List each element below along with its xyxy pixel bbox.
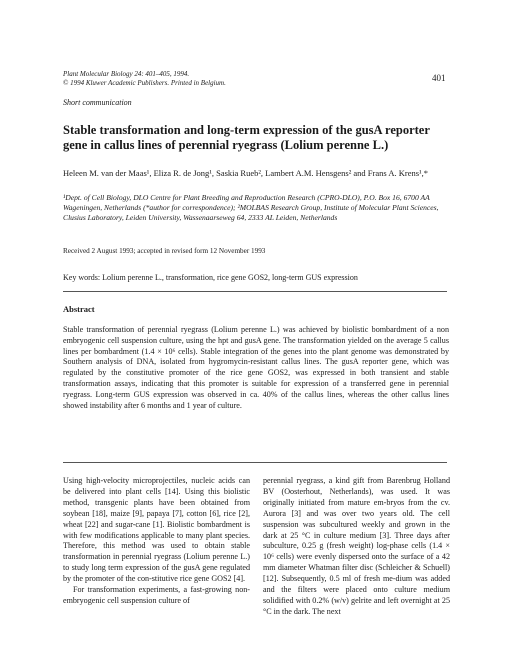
journal-citation xyxy=(63,70,226,88)
body-paragraph: perennial ryegrass, a kind gift from Barenbrug Holland BV (Oosterhout, Netherlands), was used. It was originally initiated from mature em-bryos from the cv. Aurora [3] and was over two years old. The cell suspension was subcultured weekly and grown in the dark at 25 °C in culture medium [3]. Three days after subculture, 0.25 g (fresh weight) log-phase cells (1.4 × 10⁶ cells) were evenly dispersed onto the surface of a 42 mm diameter Whatman filter disc (Schleicher & Schuell) [12]. Subsequently, 0.5 ml of fresh me-dium was added and the filters were placed onto culture medium solidified with 0.2% (w/v) gelrite and left overnight at 25 °C in the dark. The next xyxy=(263,476,450,616)
body-paragraph: Using high-velocity microprojectiles, nucleic acids can be delivered into plant cells [14]. Using this biolistic method, transgenic plants have been obtained from soybean [18], maize [9], papaya [7], cotton [6], rice [2], wheat [22] and sugar-cane [1]. Biolistic bombardment is with few modifications applicable to many plant species. Therefore, this method was used to obtain stable transformation in perennial ryegrass (Lolium perenne L.) to study long term expression of the gusA gene regulated by the promoter of the con-stitutive rice gene GOS2 [4]. xyxy=(63,476,250,584)
journal-citation-line-1: Plant Molecular Biology 24: 401–405, 1994. xyxy=(63,70,190,78)
abstract-text: Stable transformation of perennial ryegrass (Lolium perenne L.) was achieved by biolistic bombardment of a non embryogenic cell suspension culture, using the hpt and gusA gene. The transformation yielded on the average 5 callus lines per bombardment (1.4 × 10⁶ cells). Stable integration of the genes into the plant genome was demonstrated by Southern analysis of DNA, isolated from hygromycin-resistant callus lines. The gusA reporter gene, which was regulated by the constitutive promoter of the rice gene GOS2, was expressed in both transient and stable transformation assays, indicating that this promoter is suitable for expression of a transferred gene in perennial ryegrass. Long-term GUS expression was observed in ca. 40% of the callus lines, whereas the other callus lines showed instability after 6 months and 1 year of culture. xyxy=(63,325,449,410)
divider-bottom xyxy=(63,462,447,463)
section-label: Short communication xyxy=(63,98,132,107)
affiliations: ¹Dept. of Cell Biology, DLO Centre for Plant Breeding and Reproduction Research (CPRO-DLO), P.O. Box 16, 6700 AA Wageningen, Netherlands (*author for correspondence); ²MOLBAS Research Group, Institute of Molecular Plant Sciences, Clusius Laboratory, Leiden University, Wassenaarseweg 64, 2333 AL Leiden, Netherlands xyxy=(63,193,439,222)
journal-copyright-line: © 1994 Kluwer Academic Publishers. Printed in Belgium. xyxy=(63,79,226,87)
received-dates: Received 2 August 1993; accepted in revised form 12 November 1993 xyxy=(63,247,266,255)
abstract-heading: Abstract xyxy=(63,304,95,314)
body-paragraph: For transformation experiments, a fast-growing non-embryogenic cell suspension culture of xyxy=(63,585,250,605)
keywords: Key words: Lolium perenne L., transformation, rice gene GOS2, long-term GUS expression xyxy=(63,273,358,282)
page-number: 401 xyxy=(432,73,446,83)
divider-top xyxy=(63,291,447,292)
body-column-left xyxy=(63,476,250,607)
article-title: Stable transformation and long-term expression of the gusA reporter gene in callus lines of perennial ryegrass (Lolium perenne L.) xyxy=(63,123,430,152)
author-list: Heleen M. van der Maas¹, Eliza R. de Jong¹, Saskia Rueb², Lambert A.M. Hensgens² and Frans A. Krens¹,* xyxy=(63,168,428,178)
body-column-right xyxy=(263,476,450,618)
